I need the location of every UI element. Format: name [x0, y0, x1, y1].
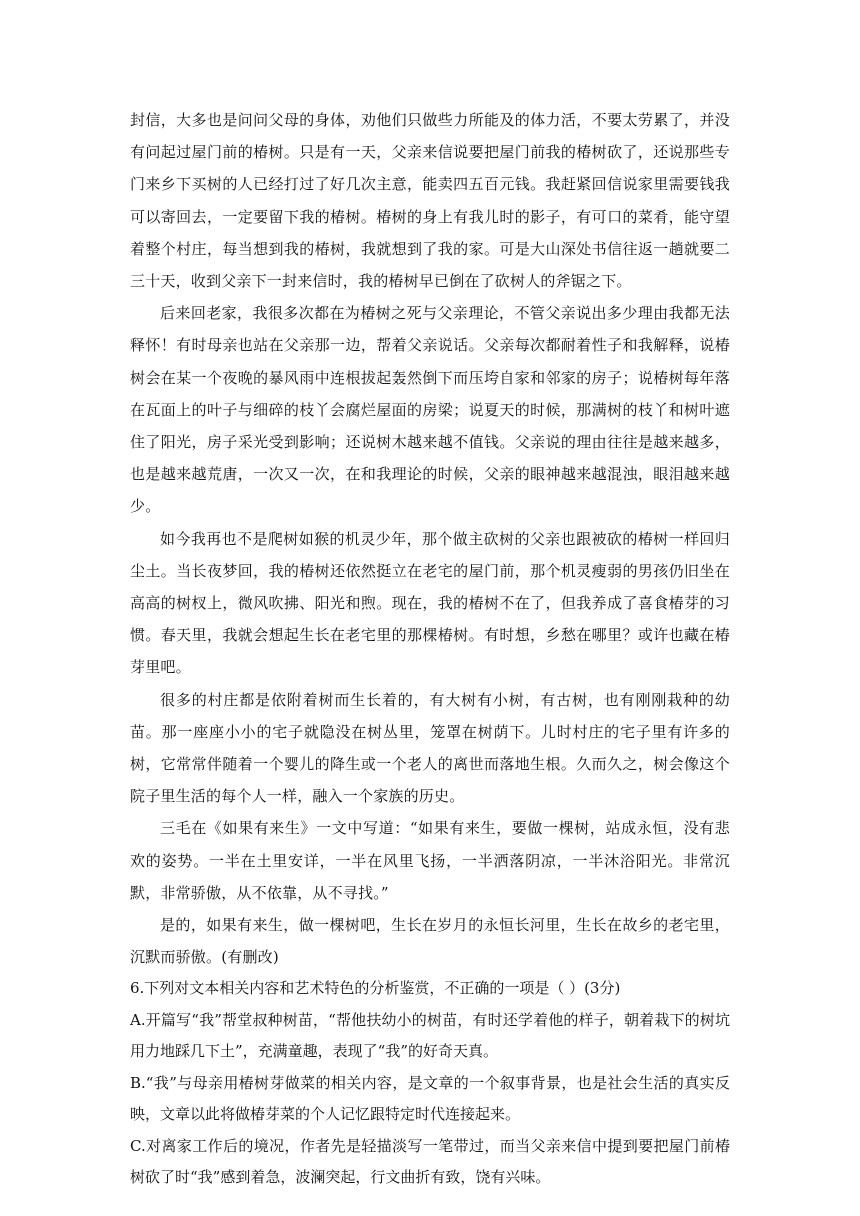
document-page [130, 104, 730, 1194]
question-option-c: C.对离家工作后的境况，作者先是轻描淡写一笔带过，而当父亲来信中提到要把屋门前椿树砍了时“我”感到着急，波澜突起，行文曲折有致，饶有兴味。 [130, 1136, 730, 1187]
passage-paragraph: 后来回老家，我很多次都在为椿树之死与父亲理论，不管父亲说出多少理由我都无法释怀！有时母亲也站在父亲那一边，帮着父亲说话。父亲每次都耐着性子和我解释，说椿树会在某一个夜晚的暴风雨中连根拔起轰然倒下而压垮自家和邻家的房子；说椿树每年落在瓦面上的叶子与细碎的枝丫会腐烂屋面的房梁；说夏天的时候，那满树的枝丫和树叶遮住了阳光，房子采光受到影响；还说树木越来越不值钱。父亲说的理由往往是越来越多，也是越来越荒唐，一次又一次，在和我理论的时候，父亲的眼神越来越混浊，眼泪越来越少。 [130, 304, 730, 516]
passage-paragraph: 很多的村庄都是依附着树而生长着的，有大树有小树，有古树，也有刚刚栽种的幼苗。那一座座小小的宅子就隐没在树丛里，笼罩在树荫下。儿时村庄的宅子里有许多的树，它常常伴随着一个婴儿的降生或一个老人的离世而落地生根。久而久之，树会像这个院子里生活的每个人一样，融入一个家族的历史。 [130, 690, 730, 806]
question-option-a: A.开篇写“我”帮堂叔种树苗，“帮他扶幼小的树苗，有时还学着他的样子，朝着栽下的树坑用力地踩几下土”，充满童趣，表现了“我”的好奇天真。 [130, 1010, 730, 1061]
passage-paragraph: 封信，大多也是问问父母的身体，劝他们只做些力所能及的体力活，不要太劳累了，并没有问起过屋门前的椿树。只是有一天，父亲来信说要把屋门前我的椿树砍了，还说那些专门来乡下买树的人已经打过了好几次主意，能卖四五百元钱。我赶紧回信说家里需要钱我可以寄回去，一定要留下我的椿树。椿树的身上有我儿时的影子，有可口的菜肴，能守望着整个村庄，每当想到我的椿树，我就想到了我的家。可是大山深处书信往返一趟就要二三十天，收到父亲下一封来信时，我的椿树早已倒在了砍树人的斧锯之下。 [130, 111, 730, 291]
question-option-b: B.“我”与母亲用椿树芽做菜的相关内容，是文章的一个叙事背景，也是社会生活的真实反映，文章以此将做椿芽菜的个人记忆跟特定时代连接起来。 [130, 1073, 730, 1124]
question-stem: 6.下列对文本相关内容和艺术特色的分析鉴赏，不正确的一项是（ ）(3分) [130, 979, 621, 998]
passage-paragraph: 三毛在《如果有来生》一文中写道：“如果有来生，要做一棵树，站成永恒，没有悲欢的姿势。一半在土里安详，一半在风里飞扬，一半洒落阴凉，一半沐浴阳光。非常沉默，非常骄傲，从不依靠，从不寻找。” [130, 819, 730, 902]
passage-paragraph: 如今我再也不是爬树如猴的机灵少年，那个做主砍树的父亲也跟被砍的椿树一样回归尘土。当长夜梦回，我的椿树还依然挺立在老宅的屋门前，那个机灵瘦弱的男孩仍旧坐在高高的树杈上，微风吹拂、阳光和煦。现在，我的椿树不在了，但我养成了喜食椿芽的习惯。春天里，我就会想起生长在老宅里的那棵椿树。有时想，乡愁在哪里？或许也藏在椿芽里吧。 [130, 529, 730, 677]
passage-paragraph: 是的，如果有来生，做一棵树吧，生长在岁月的永恒长河里，生长在故乡的老宅里，沉默而骄傲。(有删改) [130, 916, 730, 967]
